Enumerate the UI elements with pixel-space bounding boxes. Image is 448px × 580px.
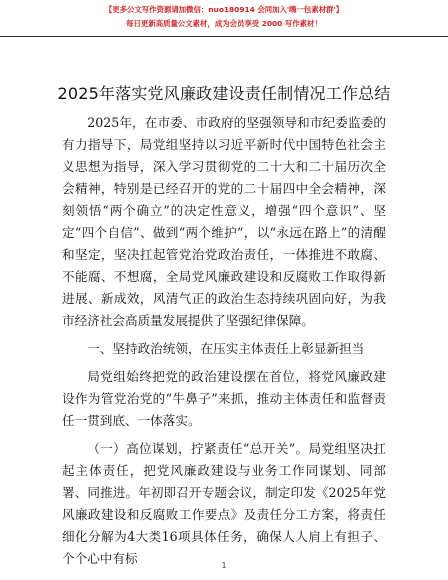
document-body — [62, 112, 386, 576]
banner-line-2: 每日更新高质量公文素材，成为会员享受 2000 写作素材！ — [126, 19, 322, 28]
paragraph-section-1: 局党组始终把党的政治建设摆在首位，将党风廉政建设作为管党治党的“牛鼻子”来抓，推动主体责任和监督责任一贯到底、一体落实。 — [62, 369, 386, 428]
section-heading-1: 一、坚持政治统领，在压实主体责任上彰显新担当 — [87, 341, 365, 356]
paragraph-subsection-1: （一）高位谋划，拧紧责任“总开关”。局党组坚决扛起主体责任，把党风廉政建设与业务工作同谋划、同部署、同推进。年初即召开专题会议，制定印发《2025年党风廉政建设和反腐败工作要点》及责任分工方案，将责任细化分解为4大类16项具体任务，确保人人肩上有担子、个个心中有标 — [62, 441, 386, 566]
document-title: 2025年落实党风廉政建设责任制情况工作总结 — [57, 84, 391, 103]
promo-banner — [0, 2, 448, 37]
banner-line-1: 【更多公文写作资源请加微信：nuo180914 会同加入'嗨一包素材群'】 — [104, 5, 344, 14]
page-number: 1 — [221, 561, 227, 570]
paragraph-intro: 2025年，在市委、市政府的坚强领导和市纪委监委的有力指导下，局党组坚持以习近平新时代中国特色社会主义思想为指导，深入学习贯彻党的二十大和二十届历次全会精神，特别是已经召开的党的二十届四中全会精神，深刻领悟“两个确立”的决定性意义，增强“四个意识”、坚定“四个自信”、做到“两个维护”，以“永远在路上”的清醒和坚定，坚决扛起管党治党政治责任，一体推进不敢腐、不能腐、不想腐，全局党风廉政建设和反腐败工作取得新进展、新成效，风清气正的政治生态持续巩固向好，为我市经济社会高质量发展提供了坚强纪律保障。 — [62, 115, 386, 328]
